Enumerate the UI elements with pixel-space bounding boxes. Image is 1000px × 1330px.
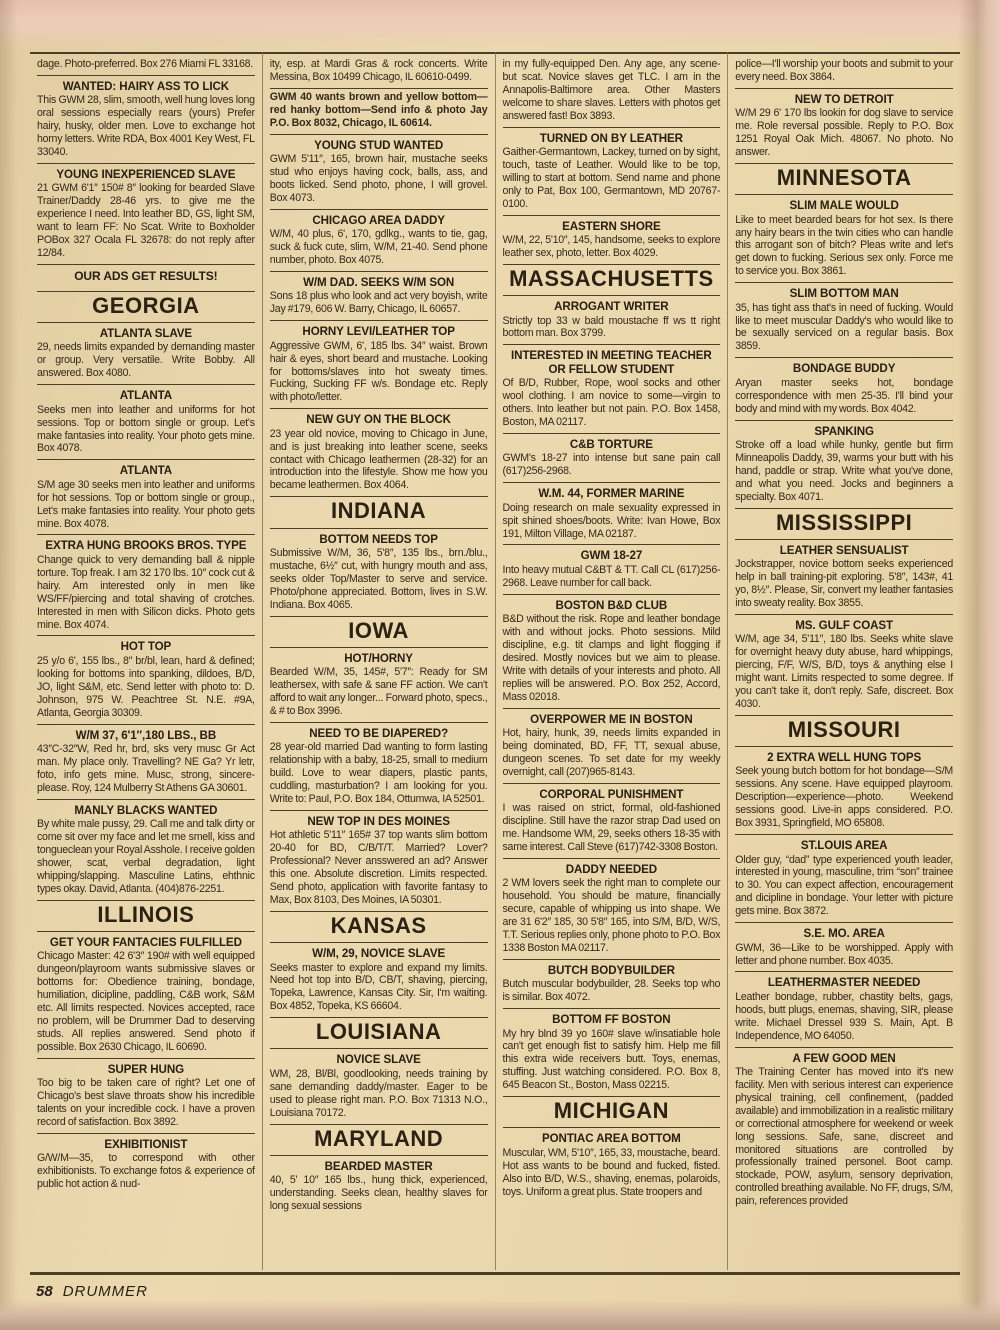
ad-title: YOUNG STUD WANTED (314, 138, 444, 152)
classified-ad (37, 535, 255, 636)
ad-body-text: dage. Photo-preferred. Box 276 Miami FL 33168. (37, 58, 253, 70)
ad-body-text: 29, needs limits expanded by demanding master or group. Very versatile. Write Bobby. All answered. Box 4080. (37, 341, 255, 380)
ad-body-text: Older guy, “dad” type experienced youth leader, interested in young, masculine, trim “son” trainee to 30. You can expect affection, encouragement and dicipline in bondage. Your letter with picture gets mine. Box 3872. (735, 853, 953, 918)
state-header (735, 509, 953, 540)
classified-ad (270, 135, 488, 210)
ad-title: ATLANTA (119, 464, 173, 478)
classified-ad (37, 164, 255, 265)
ad-title: INTERESTED IN MEETING TEACHER OR FELLOW STUDENT (511, 349, 712, 376)
ad-continuation (37, 54, 255, 76)
ad-title: CHICAGO AREA DADDY (312, 213, 445, 227)
ad-body-text: GWM 40 wants brown and yellow bottom—red hanky bottom—Send info & photo Jay P.O. Box 8032, Chicago, IL 60614. (269, 90, 488, 129)
state-name: GEORGIA (92, 292, 200, 318)
ad-title: 2 EXTRA WELL HUNG TOPS (767, 751, 922, 765)
state-name: INDIANA (331, 498, 427, 524)
ad-body-text: Change quick to very demanding ball & nipple torture. Top freak. I am 32 170 lbs. 10″ cock cut & hairy. Am interested only in men like WS/FF/piercing and total shaving of crotches. Interested in men with Silicon dicks. Photo gets mine. Box 4074. (37, 553, 255, 631)
state-name: ILLINOIS (97, 901, 195, 927)
ad-body-text: By white male pussy, 29. Call me and talk dirty or come sit over my face and let me smell, kiss and tongueclean your Royal Asshole. I receive golden shower, scat, verbal degradation, light whipping/slapping. Masculine Latins, ehthnic types okay. David, Atlanta. (404)876-2251. (37, 818, 255, 895)
ad-title: GET YOUR FANTACIES FULFILLED (49, 935, 242, 949)
ad-body-text: Chicago Master: 42 6'3″ 190# with well equipped dungeon/playroom wants submissive slaves or bottoms for: Obedience training, bondage, humiliation, dicipline, paddling, C&B work, S&M etc. All limits respected. Novices accepted, race no problem, will be Drummer Dad to deserving studs. All replies answered. Send photo if possible. Box 2630 Chicago, IL 60690. (37, 950, 255, 1053)
classified-ad (503, 1009, 721, 1097)
classified-ad (270, 1156, 488, 1217)
classified-ad (735, 421, 953, 509)
ad-title: WANTED: HAIRY ASS TO LICK (62, 79, 229, 93)
state-header (735, 716, 953, 747)
ad-continuation (503, 54, 721, 128)
state-header (503, 265, 721, 296)
column-4 (727, 52, 960, 1270)
ad-body-text: 2 WM lovers seek the right man to complete our household. You should be mature, financially secure, capable of whipping us into shape. We are 31 6'2″ 185, 30 5'8″ 165, into S/M, B/D, W/S, T.T. Serious replies only, phone photo to P.O. Box 1338 Boston MA 02117. (502, 877, 721, 954)
state-header (270, 912, 488, 943)
ad-title: ARROGANT WRITER (554, 300, 669, 314)
ad-body-text: WM, 28, Bl/Bl, goodlooking, needs training by sane demanding daddy/master. Eager to be used to please right man. P.O. Box 71313 N.O., Louisiana 70172. (269, 1067, 488, 1119)
ad-body-text: Bearded W/M, 35, 145#, 5'7″: Ready for SM leathersex, with safe & sane FF action. We can't afford to wait any longer... Forward photo, specs., & # to Box 3996. (269, 666, 488, 717)
ad-body-text: Doing research on male sexuality expressed in spit shined shoes/boots. Write: Ivan Howe, Box 191, Milton Village, MA 02187. (502, 501, 721, 540)
ad-title: PONTIAC AREA BOTTOM (542, 1132, 681, 1146)
ad-title: LEATHER SENSUALIST (779, 543, 909, 557)
ad-title: LEATHERMASTER NEEDED (767, 976, 921, 990)
classified-ad (270, 272, 488, 321)
state-header (37, 901, 255, 932)
classified-ad (503, 595, 721, 709)
ad-title: SPANKING (814, 424, 874, 438)
ad-body-text: 40, 5' 10″ 165 lbs., hung thick, experienced, understanding. Seeks clean, healthy slaves for long sexual sessions (269, 1174, 488, 1212)
ad-body-text: Leather bondage, rubber, chastity belts, gags, hoods, butt plugs, enemas, shaving, SIR, please write. Michael Dressel 939 S. Main, Apt. B Independence, MO 64050. (735, 990, 953, 1042)
state-name: MARYLAND (314, 1125, 444, 1151)
ad-body-text: Gaither-Germantown, Lackey, turned on by sight, touch, taste of Leather. Would like to be top, willing to start at bottom. Send name and phone only to Pat, Box 100, Germantown, MD 20767-0100. (502, 146, 721, 210)
column-3 (495, 52, 728, 1270)
ad-title: W/M DAD. SEEKS W/M SON (303, 275, 455, 289)
ad-title: NEW TOP IN DES MOINES (307, 814, 450, 828)
ad-title: OVERPOWER ME IN BOSTON (530, 712, 693, 726)
classified-ad (270, 529, 488, 617)
state-header (37, 292, 255, 323)
classified-ad (270, 210, 488, 272)
classified-ad (503, 345, 721, 434)
classified-ad (735, 615, 953, 716)
ad-body-text: 28 year-old married Dad wanting to form lasting relationship with a baby, 18-25, small to medium build. Love to wear diapers, plastic pants, cuddling, masturbation? I am looking for you. Write to: Paul, P.O. Box 184, Ottumwa, IA 52501. (269, 741, 488, 805)
classified-ad (37, 725, 255, 800)
ad-body-text: Aggressive GWM, 6', 185 lbs. 34″ waist. Brown hair & eyes, short beard and mustache. Looking for bottoms/slaves into hot sweaty times. Fucking, Sucking FF w/s. Bondage etc. Reply with photo/letter. (269, 339, 488, 404)
ad-title: NEED TO BE DIAPERED? (309, 726, 449, 740)
classified-ad (270, 648, 488, 723)
results-notice (37, 265, 255, 292)
ad-body-text: Butch muscular bodybuilder, 28. Seeks top who is similar. Box 4072. (502, 978, 721, 1004)
ad-title: MANLY BLACKS WANTED (74, 803, 218, 817)
ad-title: SUPER HUNG (107, 1062, 185, 1076)
ad-title: TURNED ON BY LEATHER (539, 131, 683, 145)
ad-title: A FEW GOOD MEN (792, 1051, 896, 1065)
classified-ad (735, 1048, 953, 1213)
state-header (270, 617, 488, 648)
ad-title: YOUNG INEXPERIENCED SLAVE (56, 167, 236, 181)
ad-body-text: Into heavy mutual C&BT & TT. Call CL (617)256-2968. Leave number for call back. (502, 563, 721, 589)
ad-title: DADDY NEEDED (565, 862, 658, 876)
classifieds-grid (30, 52, 960, 1270)
ad-body-text: W/M 29 6' 170 lbs lookin for dog slave to service me. Role reversal possible. Reply to P.O. Box 1251 Royal Oak Mich. 48067. No photo. No answer. (735, 107, 953, 159)
ad-title: NEW TO DETROIT (794, 92, 894, 106)
ad-title: ST.LOUIS AREA (800, 839, 888, 853)
state-name: MISSOURI (787, 716, 901, 742)
ad-body-text: B&D without the risk. Rope and leather bondage with and without jocks. Photo sessions. Mild discipline, e.g. tit clamps and light flogging if desired. Mostly novices but we aim to please. Write with details of your interests and photo. All replies will be answered. P.O. Box 252, Accord, Mass 02018. (502, 613, 721, 703)
ad-title: HORNY LEVI/LEATHER TOP (302, 325, 455, 339)
state-name: LOUISIANA (315, 1019, 442, 1045)
classified-ad (270, 1049, 488, 1124)
state-header (270, 1018, 488, 1049)
ad-title: HOT TOP (120, 640, 172, 654)
ad-body-text: Hot, hairy, hunk, 39, needs limits expanded in being dominated, BD, FF, TT, sexual abuse, dungeon scenes. To set date for my weekly overnight, call (207)965-8143. (502, 727, 721, 778)
classified-ad (735, 747, 953, 835)
classified-ad (503, 128, 721, 216)
classified-ad (503, 545, 721, 594)
classified-ad (503, 960, 721, 1009)
ad-body-text: My hry blnd 39 yo 160# slave w/insatiable hole can't get enough fist to satisfy him. Help me fill this extra wide receivers butt. Toys, enemas, stuffing. Just watching considered. P.O. Box 8, 645 Beacon St., Boston, Mass 02215. (502, 1027, 721, 1092)
ad-body-text: Hot athletic 5'11″ 165# 37 top wants slim bottom 20-40 for BD, C/B/T/T. Married? Lover? Professional? Never ansswered an ad? Answer this one. Absolute discretion. Limits respected. Send photo, application with favorite fantasy to Max, Box 8103, Des Moines, IA 50301. (269, 829, 488, 906)
ad-body-text: GWM, 36—Like to be worshipped. Apply with letter and phone number. Box 4035. (735, 941, 953, 967)
ad-body-text: police—I'll worship your boots and submit to your every need. Box 3864. (735, 58, 953, 83)
state-name: MINNESOTA (776, 164, 912, 190)
ad-title: BOTTOM NEEDS TOP (319, 532, 438, 546)
ad-body-text: Jockstrapper, novice bottom seeks experienced help in ball training-pit exploring. 5'8″, 143#, 41 yo, 8½″. Please, Sir, convert my leather fantasies into sweaty reality. Box 3855. (735, 558, 953, 609)
ad-body-text: Submissive W/M, 36, 5'8″, 135 lbs., brn./blu., mustache, 6½″ cut, with hungry mouth and ass, seeks older Top/Master to serve and service. Photo/phone appreciated. Bottom, lives in S.W. Indiana. Box 4065. (269, 546, 488, 611)
classified-ad (270, 811, 488, 912)
state-header (270, 1125, 488, 1156)
ad-body-text: The Training Center has moved into it's new facility. Men with serious interest can experience physical training, cell confinement, (padded available) and immobilization in a realistic military or correctional atmosphere for weekend or week long sessions. Safe, sane, discreet and monitored situations are controlled by professionally trained personel. Boot camp. stockade, POW, asylum, sensory deprivation, controlled breathing available. No FF, drugs, S/M, pain, references provided (735, 1065, 953, 1208)
ad-body-text: Seek young butch bottom for hot bondage—S/M sessions. Any scene. Have equipped playroom. Description—experience—photo. Weekend sessions good. Live-in apps considered. P.O. Box 3931, Springfield, MO 65808. (735, 765, 953, 830)
classified-ad (37, 323, 255, 385)
state-name: MICHIGAN (553, 1098, 669, 1124)
classified-ad (37, 932, 255, 1059)
classified-ad (503, 296, 721, 345)
ad-body-text: W/M, age 34, 5'11″, 180 lbs. Seeks white slave for overnight heavy duty abuse, hard whippings, piercing, F/F, W/S, B/D, toys & anything else I might want. Limits respected to some degree. If you can't take it, don't reply. Safe, discreet. Box 4030. (735, 633, 953, 710)
ad-title: W/M 37, 6'1″,180 LBS., BB (75, 728, 217, 742)
ad-body-text: Muscular, WM, 5'10″, 165, 33, moustache, beard. Hot ass wants to be bound and fucked, fisted. Also into B/D, W.S., shaving, enemas, polaroids, toys. Uniform a great plus. State troopers and (502, 1146, 721, 1198)
classified-ad (37, 636, 255, 724)
ad-body-text: G/W/M—35, to correspond with other exhibitionists. To exchange fotos & experience of public hot action & nud- (37, 1152, 255, 1190)
page-number: 58 (36, 1283, 53, 1300)
ad-body-text: W/M, 40 plus, 6', 170, gdlkg., wants to tie, gag, suck & fuck cute, slim, W/M, 21-40. Send phone number, photo. Box 4075. (269, 228, 488, 267)
state-header (503, 1097, 721, 1128)
magazine-title: DRUMMER (62, 1283, 149, 1300)
ad-continuation (270, 54, 488, 89)
classified-ad (503, 709, 721, 784)
ad-body-text: S/M age 30 seeks men into leather and uniforms for hot sessions. Top or bottom single or group., Let's make fantasies into reality. Your photo gets mine. Box 4078. (37, 478, 255, 530)
ad-title: C&B TORTURE (569, 437, 653, 451)
ad-title: NOVICE SLAVE (336, 1053, 421, 1067)
ad-title: BUTCH BODYBUILDER (547, 963, 675, 977)
ad-body-text: Aryan master seeks hot, bondage correspondence with men 25-35. I'll bind your body and mind with my words. Box 4042. (735, 376, 953, 415)
ad-title: W.M. 44, FORMER MARINE (538, 487, 685, 501)
ad-body-text: 23 year old novice, moving to Chicago in June, and is just breaking into leather scene, seeks contact with Chicago leathermen (28-32) for an introduction into the lifestyle. Show me how you became leathermen. Box 4064. (269, 427, 488, 492)
ad-title: EASTERN SHORE (562, 219, 661, 233)
classified-ad (735, 89, 953, 164)
ad-body-text: ity, esp. at Mardi Gras & rock concerts. Write Messina, Box 10499 Chicago, IL 60610-0499. (269, 58, 488, 83)
classified-ad (270, 723, 488, 811)
ad-title: EXTRA HUNG BROOKS BROS. TYPE (45, 539, 247, 553)
footer-rule (30, 1272, 960, 1275)
ad-title: ATLANTA (119, 389, 173, 403)
ad-body-text: Of B/D, Rubber, Rope, wool socks and other wool clothing. I am novice to some—virgin to others. Into leather but not pain. P.O. Box 1458, Boston, MA 02117. (502, 377, 721, 429)
ad-body-text: Seeks men into leather and uniforms for hot sessions. Top or bottom single or group. Let's make fantasies into reality. Your photo gets mine. Box 4078. (37, 403, 255, 455)
ad-title: BOTTOM FF BOSTON (552, 1013, 671, 1027)
ad-body-text: 35, has tight ass that's in need of fucking. Would like to meet muscular Daddy's who would like to be sexually serviced on a regular basis. Box 3859. (735, 301, 953, 353)
ad-title: NEW GUY ON THE BLOCK (306, 413, 451, 427)
ad-continuation (735, 54, 953, 89)
ad-title: SLIM BOTTOM MAN (789, 287, 899, 301)
classified-ad (37, 460, 255, 535)
classified-ad (37, 385, 255, 460)
ad-title: HOT/HORNY (344, 651, 413, 665)
column-1 (30, 52, 262, 1270)
ad-body-text: W/M, 22, 5'10″, 145, handsome, seeks to explore leather sex, photo, letter. Box 4029. (502, 234, 721, 260)
ad-body-text: Strictly top 33 w bald moustache ff ws tt right bottom man. Box 3799. (502, 314, 721, 340)
classified-ad (735, 835, 953, 923)
page-footer (36, 1283, 148, 1300)
classified-ad (503, 216, 721, 265)
ad-title: OUR ADS GET RESULTS! (74, 268, 218, 283)
ad-title: GWM 18-27 (580, 549, 643, 563)
ad-title: MS. GULF COAST (795, 618, 894, 632)
state-header (270, 497, 488, 528)
ad-body-text: This GWM 28, slim, smooth, well hung loves long oral sessions especially rears (yours) Prefer hairy, husky, older men. Love to exchange hot horny letters. Write RDA, Box 4001 Key West, FL 33040. (37, 94, 255, 159)
ad-title: BOSTON B&D CLUB (555, 598, 668, 612)
ad-title: EXHIBITIONIST (104, 1137, 188, 1151)
classified-ad (37, 76, 255, 164)
classified-ad (735, 540, 953, 615)
ad-title: W/M, 29, NOVICE SLAVE (312, 947, 446, 961)
classified-ad (37, 800, 255, 901)
state-name: KANSAS (330, 912, 427, 938)
classified-ad-bold (270, 89, 488, 135)
column-2 (262, 52, 495, 1270)
classified-ad (270, 409, 488, 497)
classified-ad (735, 972, 953, 1047)
ad-body-text: in my fully-equipped Den. Any age, any scene-but scat. Novice slaves get TLC. I am in the Annapolis-Baltimore area. Other Masters welcome to share slaves. Letters with photos get answered fast! Box 3893. (502, 58, 721, 122)
classified-ad (735, 195, 953, 283)
scan-right-edge (958, 0, 1000, 1330)
ad-body-text: GWM 5'11″, 165, brown hair, mustache seeks stud who enjoys having cock, balls, ass, and boots licked. Send photo, phone, I will grovel. Box 4073. (269, 153, 488, 204)
classified-ad (37, 1134, 255, 1195)
ad-title: CORPORAL PUNISHMENT (539, 787, 684, 801)
classified-ad (503, 784, 721, 859)
scan-top-edge (0, 0, 1000, 52)
scan-left-edge (0, 0, 18, 1330)
ad-body-text: 21 GWM 6'1″ 150# 8″ looking for bearded Slave Trainer/Daddy 28-46 yrs. to give me the experience I need. Into leather BD, GS, light SM, want to learn FF: No Scat. Write to Boxholder POBox 327 Ocala FL 32678: do not reply after 12/84. (37, 182, 255, 260)
classified-ad (270, 321, 488, 409)
classified-ad (503, 1128, 721, 1202)
ad-title: BONDAGE BUDDY (792, 362, 896, 376)
classified-ad (503, 483, 721, 545)
ad-title: SLIM MALE WOULD (789, 199, 899, 213)
ad-title: BEARDED MASTER (324, 1159, 433, 1173)
classified-ad (270, 943, 488, 1018)
ad-body-text: Stroke off a load while hunky, gentle but firm Minneapolis Daddy, 39, warms your butt with his hand, paddle or strap. Write what you've done, and what you need. Jocks and beginners a specialty. Box 4071. (735, 438, 953, 503)
scan-bottom-edge (0, 1300, 1000, 1330)
ad-body-text: 43″C-32″W, Red hr, brd, sks very musc Gr Act man. My place only. Travelling? NE Ga? Yr letr, foto, info gets mine. Musc, strong, sincere-please. Roy, 124 Mulberry St Athens GA 30601. (37, 742, 255, 794)
ad-title: ATLANTA SLAVE (99, 327, 193, 341)
classified-ad (735, 923, 953, 972)
classified-ad (735, 358, 953, 420)
classified-ad (503, 859, 721, 960)
classified-ad (503, 434, 721, 483)
ad-title: S.E. MO. AREA (803, 927, 885, 941)
ad-body-text: GWM's 18-27 into intense but sane pain call (617)256-2968. (502, 452, 721, 478)
state-name: MISSISSIPPI (775, 509, 913, 535)
ad-body-text: Seeks master to explore and expand my limits. Need hot top into B/D, CB/T, shaving, piercing, Topeka, Lawrence, Kansas City. Sir, I'm waiting. Box 4852, Topeka, KS 66604. (269, 961, 488, 1013)
state-name: IOWA (348, 617, 409, 643)
classified-ad (735, 283, 953, 358)
ad-body-text: 25 y/o 6', 155 lbs., 8″ br/bl, lean, hard & defined; looking for bottoms into spanking, dildoes, B/D, JO, light S&M, etc. Send letter with photo to: D. Johnson, 975 W. Peachtree St. N.E. #9A, Atlanta, Georgia 30309. (37, 654, 255, 719)
ad-body-text: Like to meet bearded bears for hot sex. Is there any hairy bears in the twin cities who can handle this arrogant son of bitch? Pleas write and let's get down to fucking. Serious sex only. Force me to service you. Box 3861. (735, 213, 953, 278)
ad-body-text: Sons 18 plus who look and act very boyish, write Jay #179, 606 W. Barry, Chicago, IL 60657. (269, 290, 488, 316)
ad-body-text: Too big to be taken care of right? Let one of Chicago's best slave throats show his incredible talents on your incredible cock. I have a proven record of satisfaction. Box 3892. (37, 1077, 255, 1128)
state-name: MASSACHUSETTS (509, 265, 714, 291)
classified-ad (37, 1059, 255, 1134)
state-header (735, 164, 953, 195)
ad-body-text: I was raised on strict, formal, old-fashioned discipline. Still have the razor strap Dad used on me. Handsome WM, 29, seeks others 18-35 with same interest. Call Steve (617)742-3308 Boston. (502, 802, 721, 853)
